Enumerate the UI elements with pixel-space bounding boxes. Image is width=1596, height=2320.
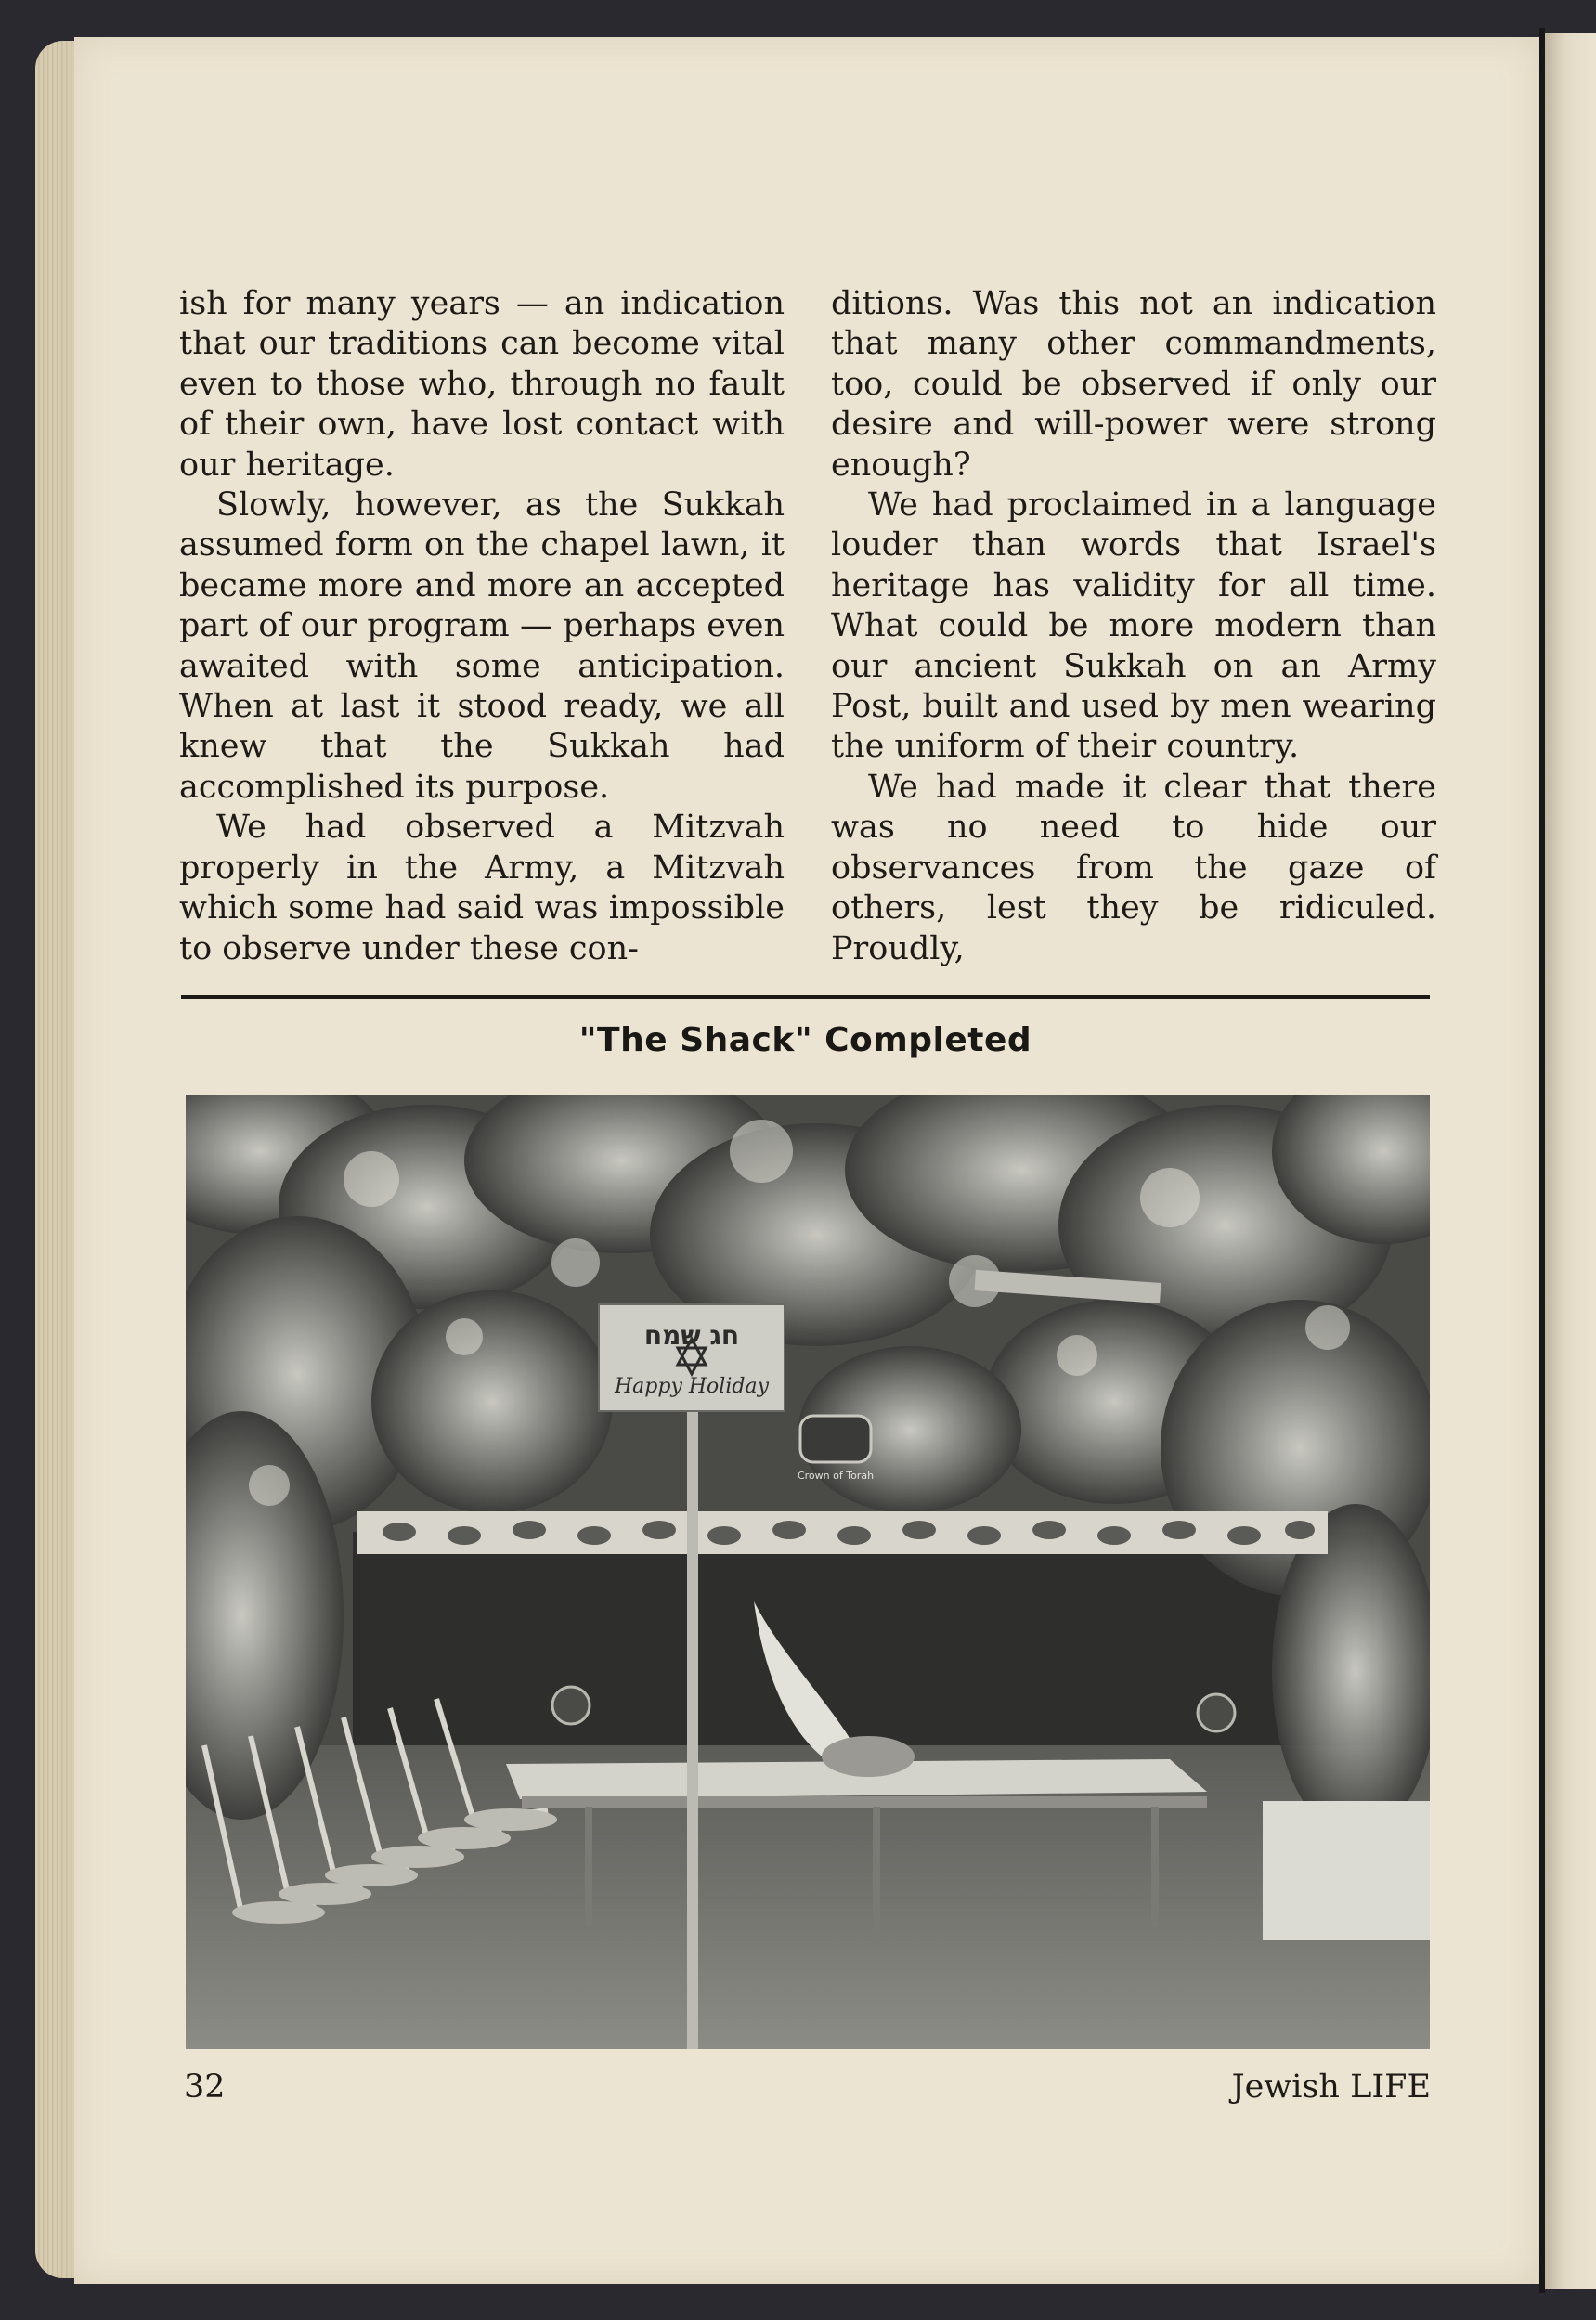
left-text-column [179,284,785,969]
crown-label: Crown of Torah [797,1470,875,1482]
paragraph: We had observed a Mitzvah properly in the Army, a Mitzvah which some had said was impossible to observe under these con- [179,809,785,967]
sukkah-photograph [186,1095,1430,2049]
sign-hebrew-text: חג שמח [643,1320,740,1351]
sukkah-photo-illustration [186,1095,1430,2049]
sign-english-text: Happy Holiday [614,1375,770,1398]
paragraph: We had made it clear that there was no need to hide our observances from the gaze of others, lest they be ridiculed. Proudly, [831,768,1436,967]
publication-name: Jewish LIFE [1231,2068,1431,2106]
paragraph: ditions. Was this not an indication that many other commandments, too, could be observed if only our desire and will-power were strong enough? [831,285,1436,484]
paragraph: ish for many years — an indication that our traditions can become vital even to those who, through no fault of their own, have lost contact with our heritage. [179,285,785,484]
section-divider [181,995,1430,999]
photo-caption: "The Shack" Completed [578,1021,1032,1059]
right-text-column [831,284,1436,969]
paragraph: Slowly, however, as the Sukkah assumed form on the chapel lawn, it became more and more an accepted part of our program — perhaps even awaited with some anticipation. When at last it stood ready, we all knew that the Sukkah had accomplished its purpose. [179,486,785,806]
paragraph: We had proclaimed in a language louder than words that Israel's heritage has validity for all time. What could be more modern than our ancient Sukkah on an Army Post, built and used by men wearing the uniform of their country. [831,486,1436,766]
page-number: 32 [184,2068,226,2106]
facing-page-edge [1545,33,1596,2289]
